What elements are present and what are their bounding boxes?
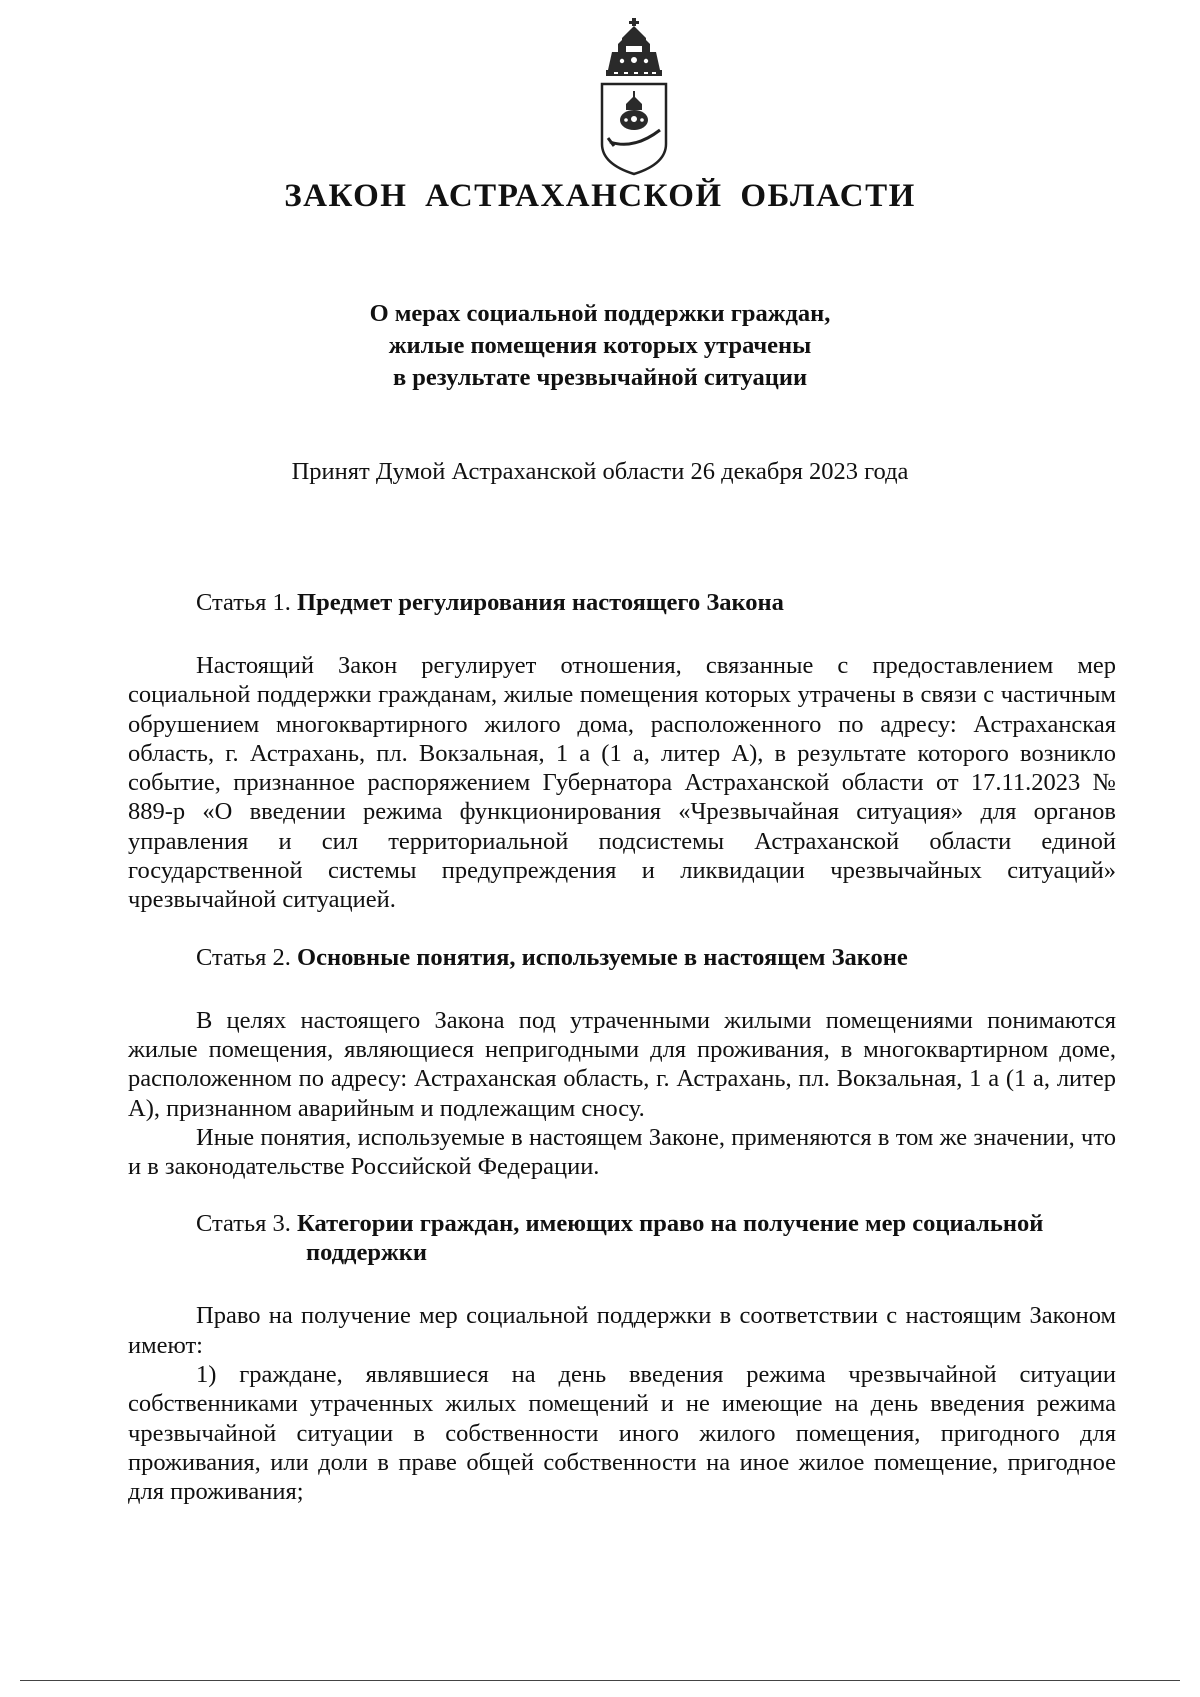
- article-3-paragraph: Право на получение мер социальной поддержки в соответствии с настоящим Законом имеют:: [128, 1302, 1116, 1359]
- article-3-list-item: 1) граждане, являвшиеся на день введения режима чрезвычайной ситуации собственниками утраченных жилых помещений и не имеющие на день введения режима чрезвычайной ситуации в собственности иного жилого помещения, пригодного для проживания, или доли в праве общей собственности на иное жилое помещение, пригодное для проживания;: [128, 1361, 1116, 1506]
- article-2-paragraph: В целях настоящего Закона под утраченными жилыми помещениями понимаются жилые помещения, являющиеся непригодными для проживания, в многоквартирном доме, расположенном по адресу: Астраханская область, г. Астрахань, пл. Вокзальная, 1 а (1 а, литер А), признанном аварийным и подлежащим сносу.: [128, 1006, 1116, 1122]
- article-number: Статья 2.: [196, 943, 291, 971]
- article-number: Статья 3.: [196, 1210, 291, 1238]
- law-body: [128, 588, 1116, 1507]
- article-title: Основные понятия, используемые в настоящем Законе: [297, 943, 908, 971]
- article-1-heading: [128, 588, 1116, 617]
- subject-line: О мерах социальной поддержки граждан,: [369, 300, 831, 327]
- article-number: Статья 1.: [196, 589, 291, 616]
- article-1-paragraph: Настоящий Закон регулирует отношения, связанные с предоставлением мер социальной поддержки гражданам, жилые помещения которых утрачены в связи с частичным обрушением многоквартирного жилого дома, расположенного по адресу: Астраханская область, г. Астрахань, пл. Вокзальная, 1 а (1 а, литер А), в результате которого возникло событие, признанное распоряжением Губернатора Астраханской области от 17.11.2023 № 889-р «О введении режима функционирования «Чрезвычайная ситуация» для органов управления и сил территориальной подсистемы Астраханской области единой государственной системы предупреждения и ликвидации чрезвычайных ситуаций» чрезвычайной ситуацией.: [128, 652, 1116, 914]
- footer-divider: [20, 1680, 1180, 1681]
- law-title: ЗАКОН АСТРАХАНСКОЙ ОБЛАСТИ: [284, 178, 916, 214]
- adoption-line: Принят Думой Астраханской области 26 декабря 2023 года: [291, 458, 909, 485]
- article-title: Предмет регулирования настоящего Закона: [297, 589, 784, 616]
- law-subject: [0, 298, 1200, 394]
- article-2-paragraph: Иные понятия, используемые в настоящем Законе, применяются в том же значении, что и в законодательстве Российской Федерации.: [128, 1123, 1116, 1181]
- subject-line: в результате чрезвычайной ситуации: [392, 364, 808, 391]
- article-title: Категории граждан, имеющих право на получение мер социальной поддержки: [297, 1210, 1044, 1267]
- article-3-heading: [128, 1209, 1116, 1267]
- astrakhan-coat-of-arms-icon: [588, 18, 680, 178]
- article-2-heading: [128, 943, 1116, 972]
- subject-line: жилые помещения которых утрачены: [388, 332, 812, 359]
